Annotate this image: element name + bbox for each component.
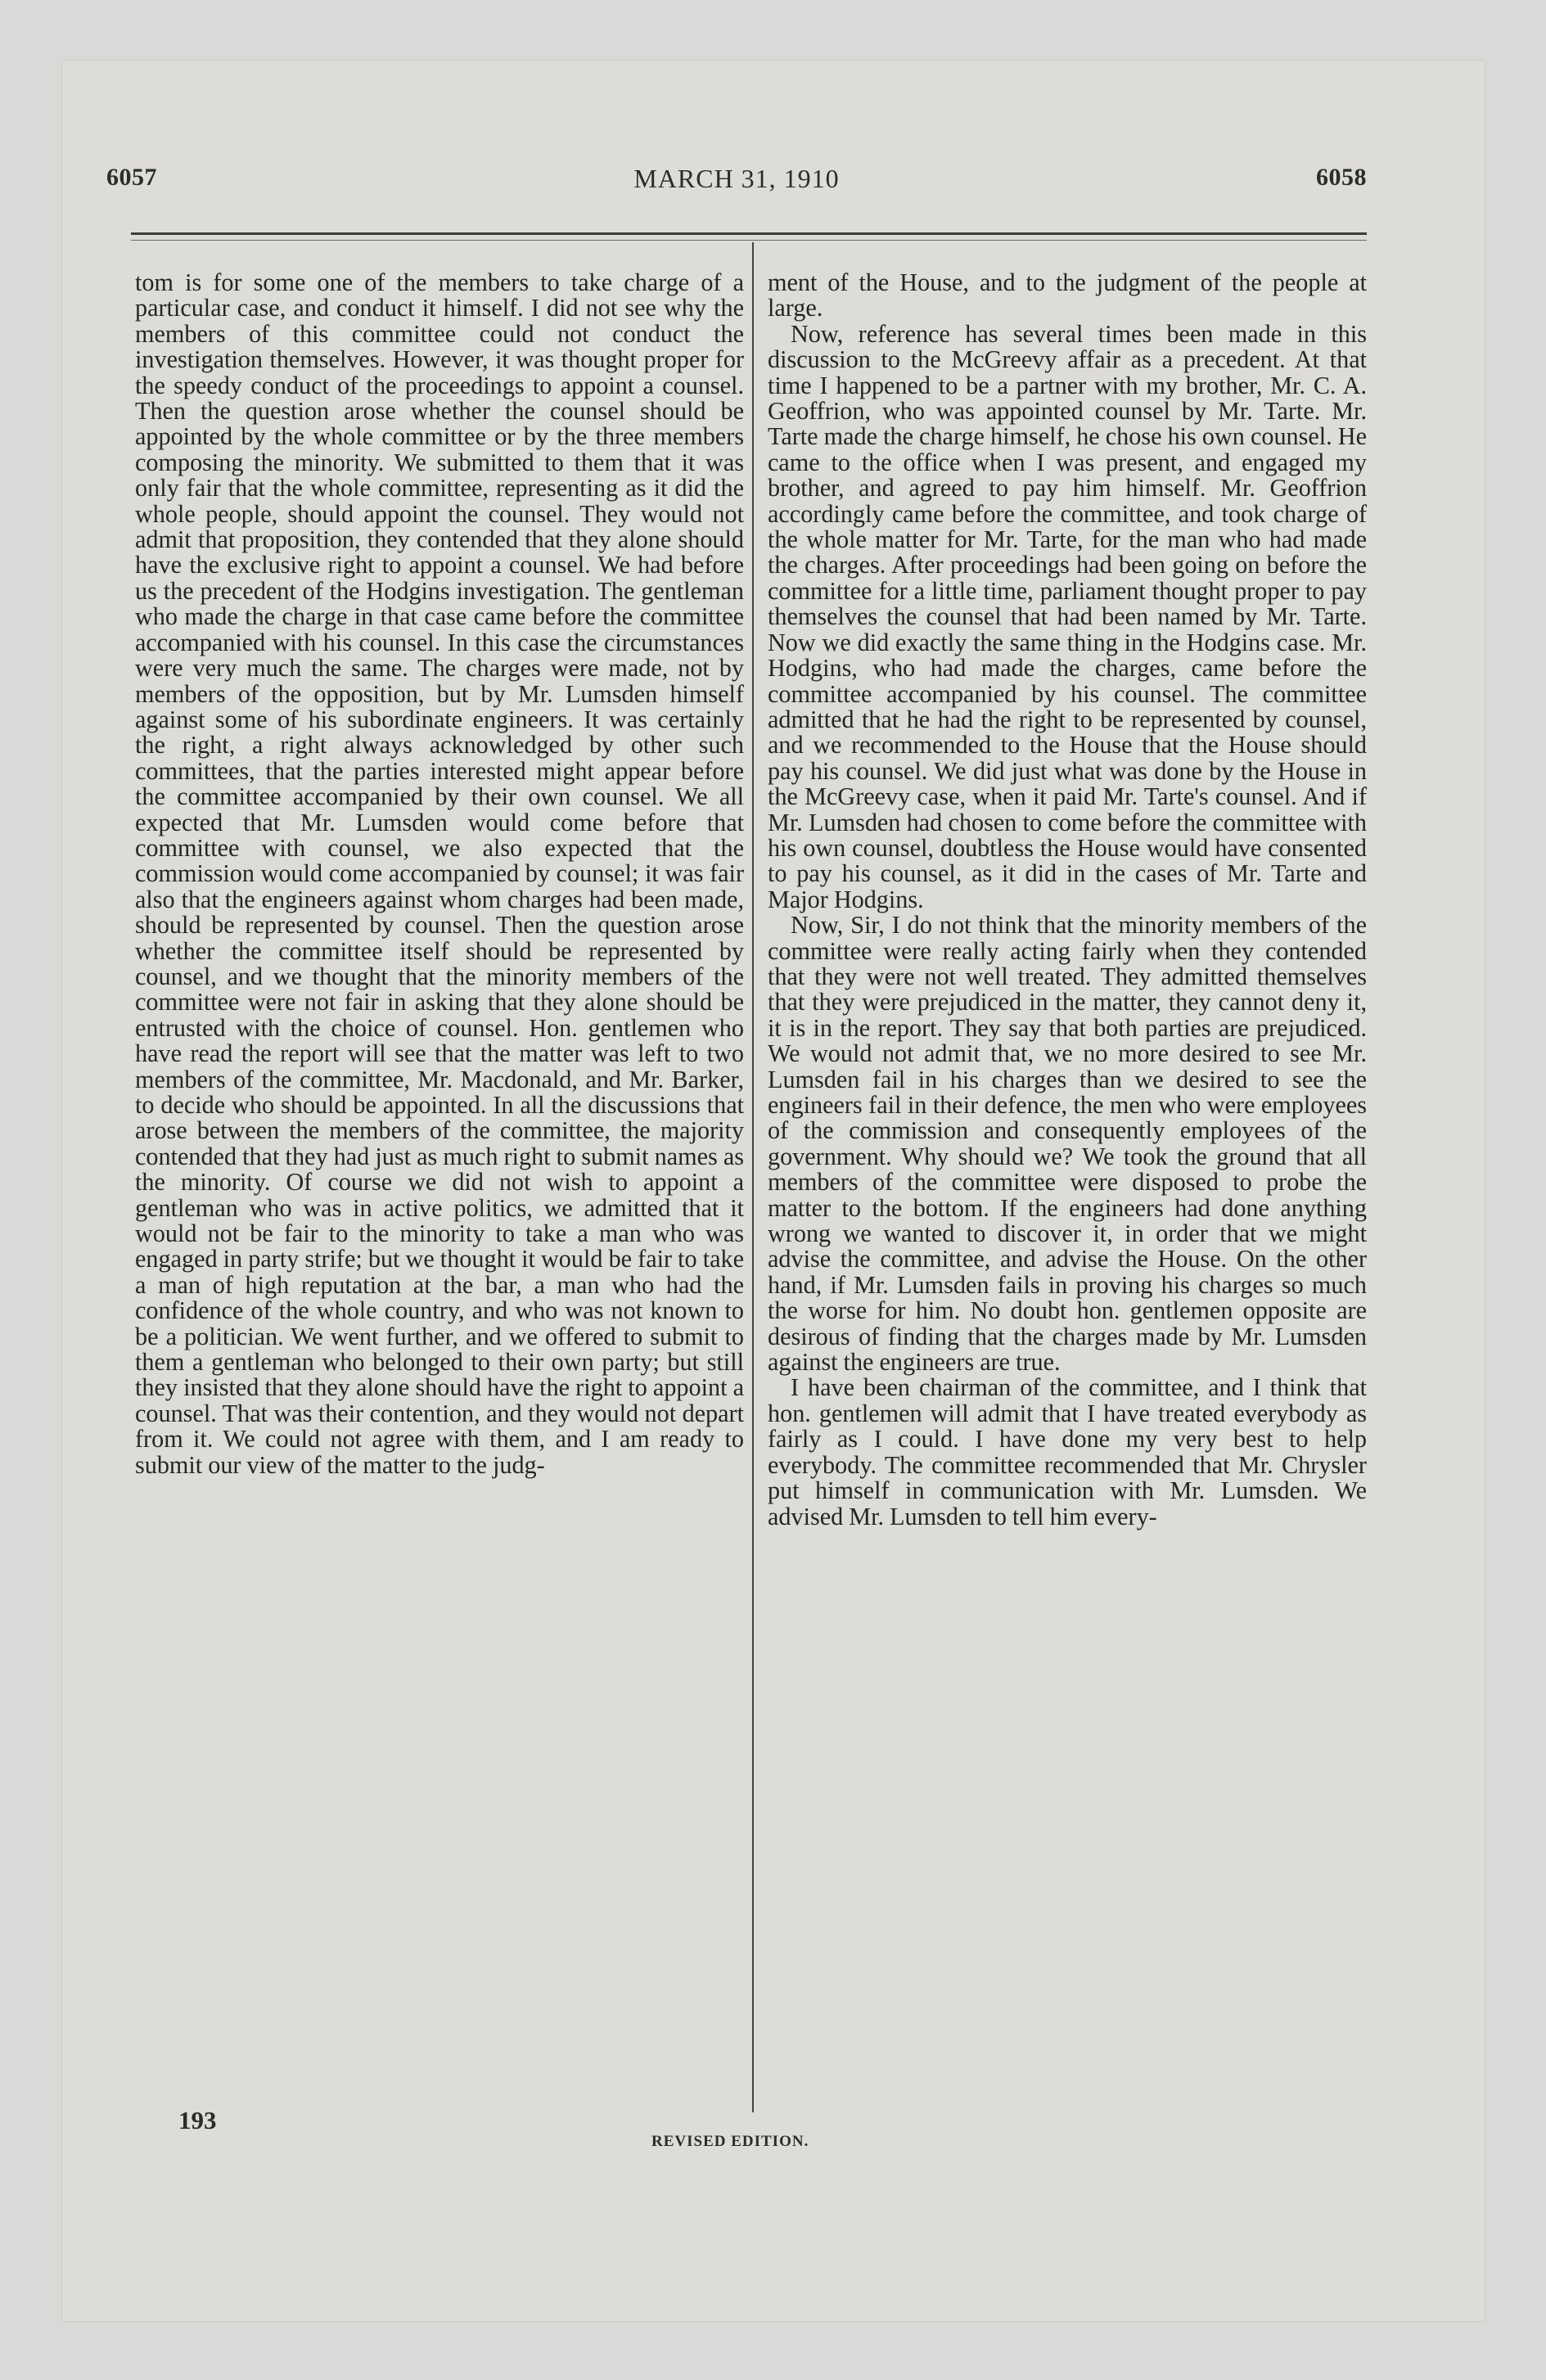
page-header [106, 156, 1367, 205]
left-column [135, 270, 744, 2103]
paragraph: ment of the House, and to the judgment of the people at large. [768, 268, 1367, 322]
edition-label: REVISED EDITION. [651, 2133, 809, 2150]
page-number-right: 6058 [1316, 164, 1367, 191]
page-number-left: 6057 [106, 164, 157, 191]
signature-number: 193 [178, 2106, 217, 2134]
paragraph: Now, reference has several times been made in this discussion to the McGreevy affair as a precedent. At that time I happened to be a partner with my brother, Mr. C. A. Geoffrion, who was appointed counsel by Mr. Tarte. Mr. Tarte made the charge himself, he chose his own counsel. He came to the office when I was present, and engaged my brother, and agreed to pay him himself. Mr. Geoffrion accordingly came before the committee, and took charge of the whole matter for Mr. Tarte, for the man who had made the charges. After proceedings had been going on before the committee for a little time, parliament thought proper to pay themselves the counsel that had been named by Mr. Tarte. Now we did exactly the same thing in the Hodgins case. Mr. Hodgins, who had made the charges, came before the committee accompanied by his counsel. The committee admitted that he had the right to be represented by counsel, and we recommended to the House that the House should pay his counsel. We did just what was done by the House in the McGreevy case, when it paid Mr. Tarte's counsel. And if Mr. Lumsden had chosen to come before the committee with his own counsel, doubtless the House would have consented to pay his counsel, as it did in the cases of Mr. Tarte and Major Hodgins. [768, 319, 1367, 913]
paragraph: I have been chairman of the committee, and I think that hon. gentlemen will admit that I have treated everybody as fairly as I could. I have done my very best to help everybody. The committee recommended that Mr. Chrysler put himself in communication with Mr. Lumsden. We advised Mr. Lumsden to tell him every- [768, 1373, 1367, 1530]
right-column [768, 270, 1367, 2103]
paragraph: tom is for some one of the members to take charge of a particular case, and conduct it himself. I did not see why the members of this committee could not conduct the investigation themselves. However, it was thought proper for the speedy conduct of the proceedings to appoint a counsel. Then the question arose whether the counsel should be appointed by the whole committee or by the three members composing the minority. We submitted to them that it was only fair that the whole committee, representing as it did the whole people, should appoint the counsel. They would not admit that proposition, they contended that they alone should have the exclusive right to appoint a counsel. We had before us the precedent of the Hodgins investigation. The gentleman who made the charge in that case came before the committee accompanied with his counsel. In this case the circumstances were very much the same. The charges were made, not by members of the opposition, but by Mr. Lumsden himself against some of his subordinate engineers. It was certainly the right, a right always acknowledged by other such committees, that the parties interested might appear before the committee accompanied by their own counsel. We all expected that Mr. Lumsden would come before that committee with counsel, we also expected that the commission would come accompanied by counsel; it was fair also that the engineers against whom charges had been made, should be represented by counsel. Then the question arose whether the committee itself should be represented by counsel, and we thought that the minority members of the committee were not fair in asking that they alone should be entrusted with the choice of counsel. Hon. gentlemen who have read the report will see that the matter was left to two members of the committee, Mr. Macdonald, and Mr. Barker, to decide who should be appointed. In all the discussions that arose between the members of the committee, the majority contended that they had just as much right to submit names as the minority. Of course we did not wish to appoint a gentleman who was in active politics, we admitted that it would not be fair to the minority to take a man who was engaged in party strife; but we thought it would be fair to take a man of high reputation at the bar, a man who had the confidence of the whole country, and who was not known to be a politician. We went further, and we offered to submit to them a gentleman who belonged to their own party; but still they insisted that they alone should have the right to appoint a counsel. That was their contention, and they would not depart from it. We could not agree with them, and I am ready to submit our view of the matter to the judg- [135, 268, 744, 1479]
header-rule [131, 232, 1367, 235]
paragraph: Now, Sir, I do not think that the minority members of the committee were really acting fairly when they contended that they were not well treated. They admitted themselves that they were prejudiced in the matter, they cannot deny it, it is in the report. They say that both parties are prejudiced. We would not admit that, we no more desired to see Mr. Lumsden fail in his charges than we desired to see the engineers fail in their defence, the men who were employees of the commission and consequently employees of the government. Why should we? We took the ground that all members of the committee were disposed to probe the matter to the bottom. If the engineers had done anything wrong we wanted to discover it, in order that we might advise the committee, and advise the House. On the other hand, if Mr. Lumsden fails in proving his charges so much the worse for him. No doubt hon. gentlemen opposite are desirous of finding that the charges made by Mr. Lumsden against the engineers are true. [768, 911, 1367, 1377]
page-date: MARCH 31, 1910 [633, 164, 840, 193]
header-rule-thin [131, 240, 1367, 241]
column-divider [752, 242, 754, 2112]
